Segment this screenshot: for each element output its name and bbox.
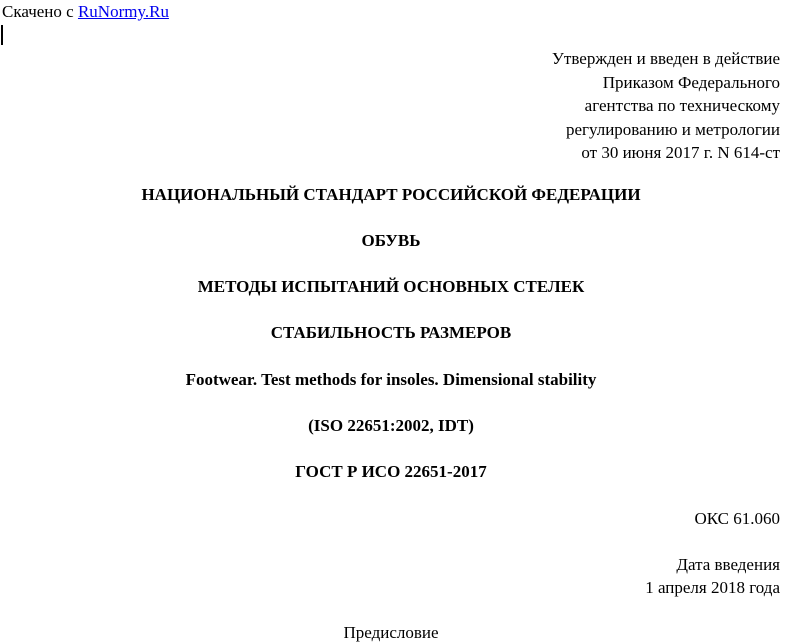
english-title: Footwear. Test methods for insoles. Dimensional stability: [185, 370, 597, 389]
subject-heading: ОБУВЬ: [361, 231, 421, 250]
standard-type-heading: НАЦИОНАЛЬНЫЙ СТАНДАРТ РОССИЙСКОЙ ФЕДЕРАЦИИ: [141, 185, 641, 204]
methods-heading: МЕТОДЫ ИСПЫТАНИЙ ОСНОВНЫХ СТЕЛЕК: [197, 277, 585, 296]
source-prefix: Скачено с: [2, 2, 78, 21]
approval-line: Утвержден и введен в действие: [551, 49, 780, 68]
introduction-date: 1 апреля 2018 года: [645, 578, 780, 597]
standard-designation: ГОСТ Р ИСО 22651-2017: [295, 462, 487, 481]
iso-reference: (ISO 22651:2002, IDT): [308, 416, 474, 435]
foreword-heading: Предисловие: [343, 623, 439, 642]
introduction-label: Дата введения: [676, 555, 780, 574]
approval-block: [552, 47, 780, 165]
approval-line: агентства по техническому: [584, 96, 780, 115]
property-heading: СТАБИЛЬНОСТЬ РАЗМЕРОВ: [270, 323, 512, 342]
approval-line: от 30 июня 2017 г. N 614-ст: [581, 143, 780, 162]
source-link[interactable]: RuNormy.Ru: [77, 2, 169, 21]
approval-line: Приказом Федерального: [602, 72, 780, 92]
oks-code: ОКС 61.060: [694, 509, 780, 528]
text-cursor: [1, 25, 3, 45]
approval-line: регулированию и метрологии: [565, 119, 780, 139]
source-line: [2, 2, 169, 22]
